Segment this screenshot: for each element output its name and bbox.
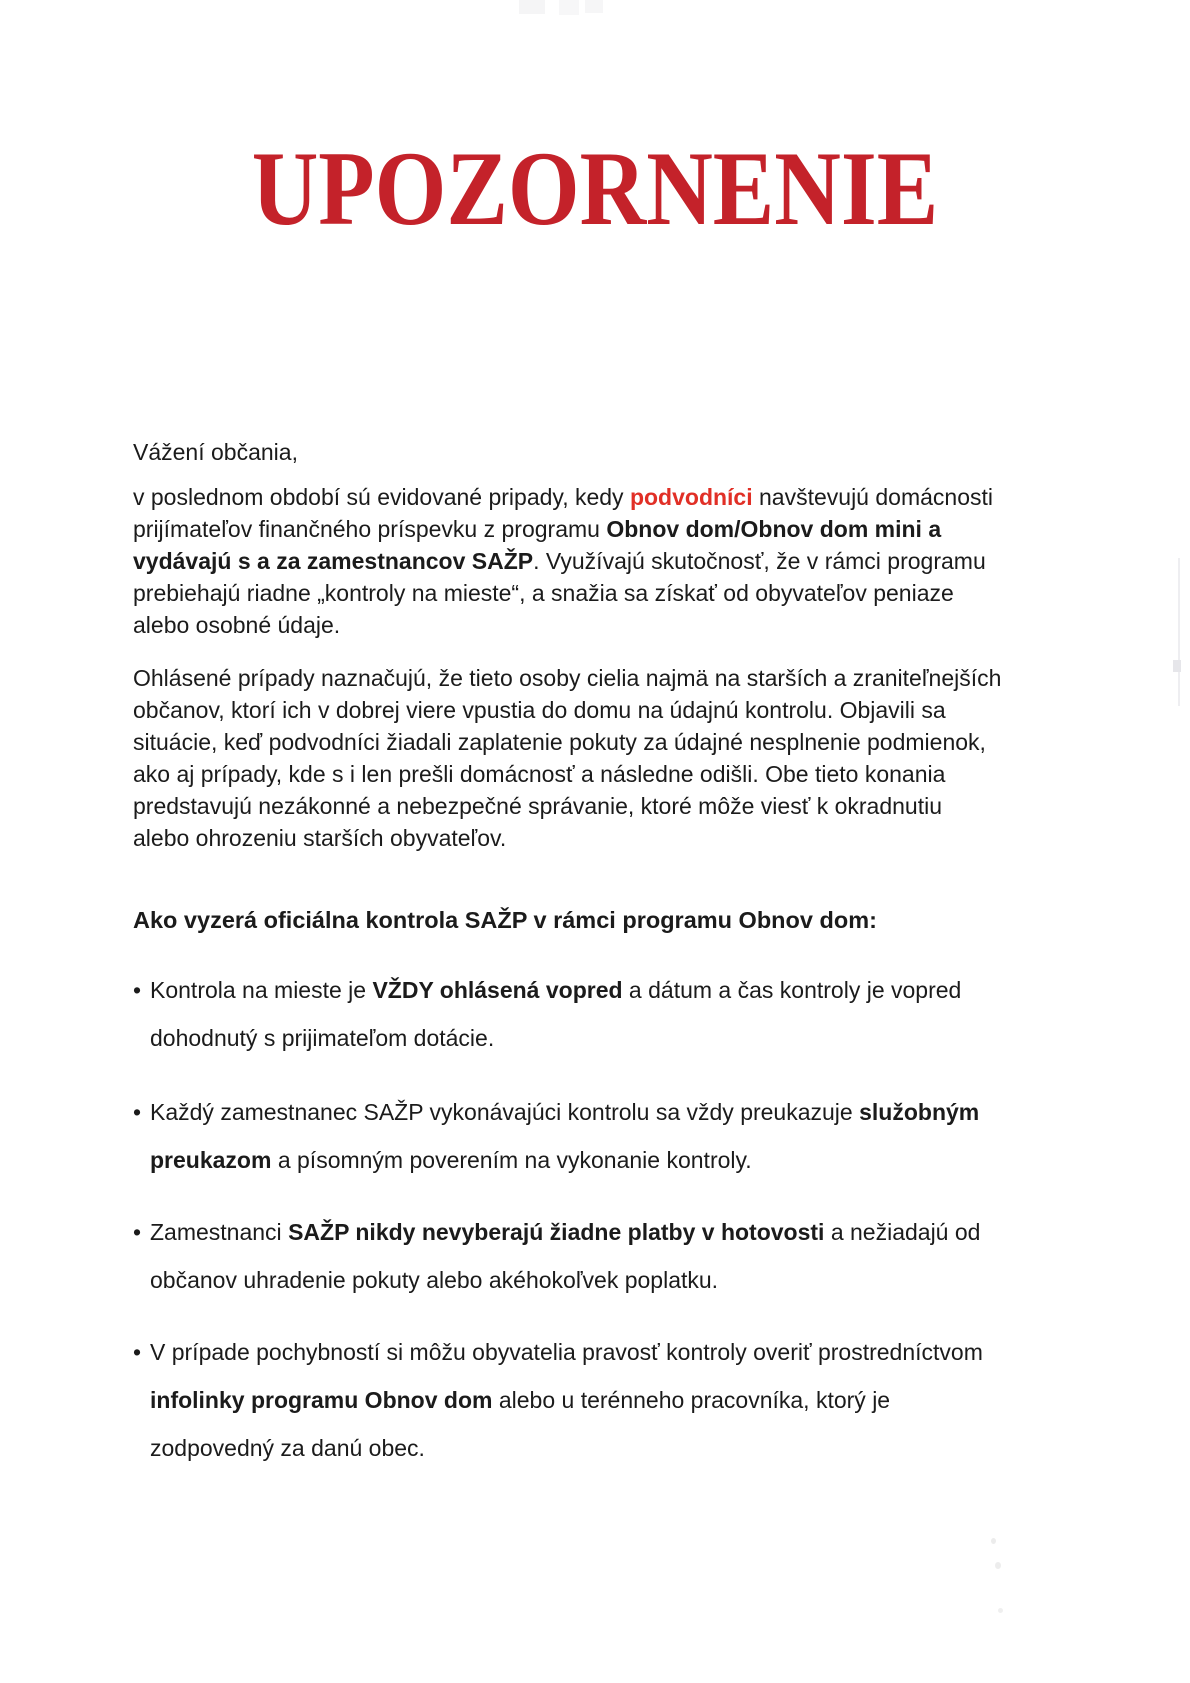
text-run: v poslednom období sú evidované pripady, kedy (133, 484, 630, 510)
text-run: Kontrola na mieste je (150, 977, 373, 1003)
text-run: prebiehajú riadne „kontroly na mieste“, a snažia sa získať od obyvateľov peniaze (133, 580, 954, 606)
text-line (133, 790, 1003, 822)
bullet-item-announced-in-advance (133, 966, 1013, 1062)
bold-text-run: infolinky programu Obnov dom (150, 1387, 493, 1413)
text-line (133, 545, 1003, 577)
bold-text-run: VŽDY ohlásená vopred (372, 977, 623, 1003)
text-run: prijímateľov finančného príspevku z programu (133, 516, 607, 542)
text-line (150, 1088, 1013, 1136)
text-line (133, 577, 1003, 609)
notice-title: UPOZORNENIE (251, 130, 939, 247)
text-line (133, 822, 1003, 854)
bullet-icon: • (133, 977, 142, 1003)
bullet-icon: • (133, 1099, 142, 1125)
text-run: občanov, ktorí ich v dobrej viere vpustia do domu na údajnú kontrolu. Objavili sa (133, 697, 946, 723)
bullet-item-verify-via-infoline (133, 1328, 1013, 1472)
text-run: zodpovedný za danú obec. (150, 1435, 425, 1461)
scan-edge-mark (1173, 660, 1181, 672)
scan-speck (995, 1562, 1001, 1569)
text-line (150, 1424, 1013, 1472)
text-run: ako aj prípady, kde s i len prešli domácnosť a následne odišli. Obe tieto konania (133, 761, 946, 787)
text-run: . Využívajú skutočnosť, že v rámci programu (533, 548, 986, 574)
bullet-text (150, 1328, 1013, 1472)
bullet-item-no-cash-payments (133, 1208, 1013, 1304)
text-line (133, 513, 1003, 545)
text-line (150, 1328, 1013, 1376)
text-line (150, 1256, 1013, 1304)
text-line (150, 966, 1013, 1014)
scan-speck (991, 1538, 996, 1544)
text-line (133, 726, 1003, 758)
text-run: Zamestnanci (150, 1219, 289, 1245)
text-run: Každý zamestnanec SAŽP vykonávajúci kontrolu sa vždy preukazuje (150, 1099, 860, 1125)
scan-smudge (559, 0, 579, 15)
scan-smudge (585, 0, 603, 13)
highlighted-word: podvodníci (629, 484, 753, 510)
bold-text-run: služobným (859, 1099, 980, 1125)
paragraph-reported-cases (133, 662, 1003, 854)
paragraph-intro (133, 481, 1003, 641)
text-line (150, 1136, 1013, 1184)
bold-text-run: preukazom (150, 1147, 272, 1173)
text-run: navštevujú domácnosti (752, 484, 993, 510)
text-line (133, 609, 1003, 641)
text-run: a dátum a čas kontroly je vopred (622, 977, 962, 1003)
bullet-item-service-card (133, 1088, 1013, 1184)
section-heading: Ako vyzerá oficiálna kontrola SAŽP v rámci programu Obnov dom: (133, 907, 877, 933)
scan-smudge (519, 0, 545, 14)
text-run: a nežiadajú od (824, 1219, 981, 1245)
text-run: alebo u terénneho pracovníka, ktorý je (492, 1387, 891, 1413)
bold-text-run: Obnov dom/Obnov dom mini a (606, 516, 942, 542)
text-run: predstavujú nezákonné a nebezpečné správanie, ktoré môže viesť k okradnutiu (133, 793, 943, 819)
text-run: situácie, keď podvodníci žiadali zaplatenie pokuty za údajné nesplnenie podmienok, (133, 729, 986, 755)
scan-speck (998, 1608, 1003, 1613)
text-line (150, 1376, 1013, 1424)
text-line (133, 758, 1003, 790)
text-run: občanov uhradenie pokuty alebo akéhokoľvek poplatku. (150, 1267, 719, 1293)
text-run: alebo ohrozeniu starších obyvateľov. (133, 825, 507, 851)
bullet-text (150, 1088, 1013, 1184)
text-run: Ohlásené prípady naznačujú, že tieto osoby cielia najmä na starších a zraniteľnejších (133, 665, 1002, 691)
bullet-text (150, 966, 1013, 1062)
bold-text-run: SAŽP nikdy nevyberajú žiadne platby v hotovosti (288, 1219, 825, 1245)
text-line (133, 694, 1003, 726)
text-line (150, 1014, 1013, 1062)
bold-text-run: vydávajú s a za zamestnancov SAŽP (133, 548, 534, 574)
text-run: alebo osobné údaje. (133, 612, 341, 638)
bullet-text (150, 1208, 1013, 1304)
bullet-icon: • (133, 1219, 142, 1245)
text-line (150, 1208, 1013, 1256)
text-run: V prípade pochybností si môžu obyvatelia pravosť kontroly overiť prostredníctvom (150, 1339, 983, 1365)
salutation: Vážení občania, (133, 439, 298, 465)
text-run: a písomným poverením na vykonanie kontroly. (271, 1147, 752, 1173)
bullet-icon: • (133, 1339, 142, 1365)
text-line (133, 662, 1003, 694)
scan-edge-line (1178, 558, 1180, 706)
text-line (133, 481, 1003, 513)
text-run: dohodnutý s prijimateľom dotácie. (150, 1025, 495, 1051)
